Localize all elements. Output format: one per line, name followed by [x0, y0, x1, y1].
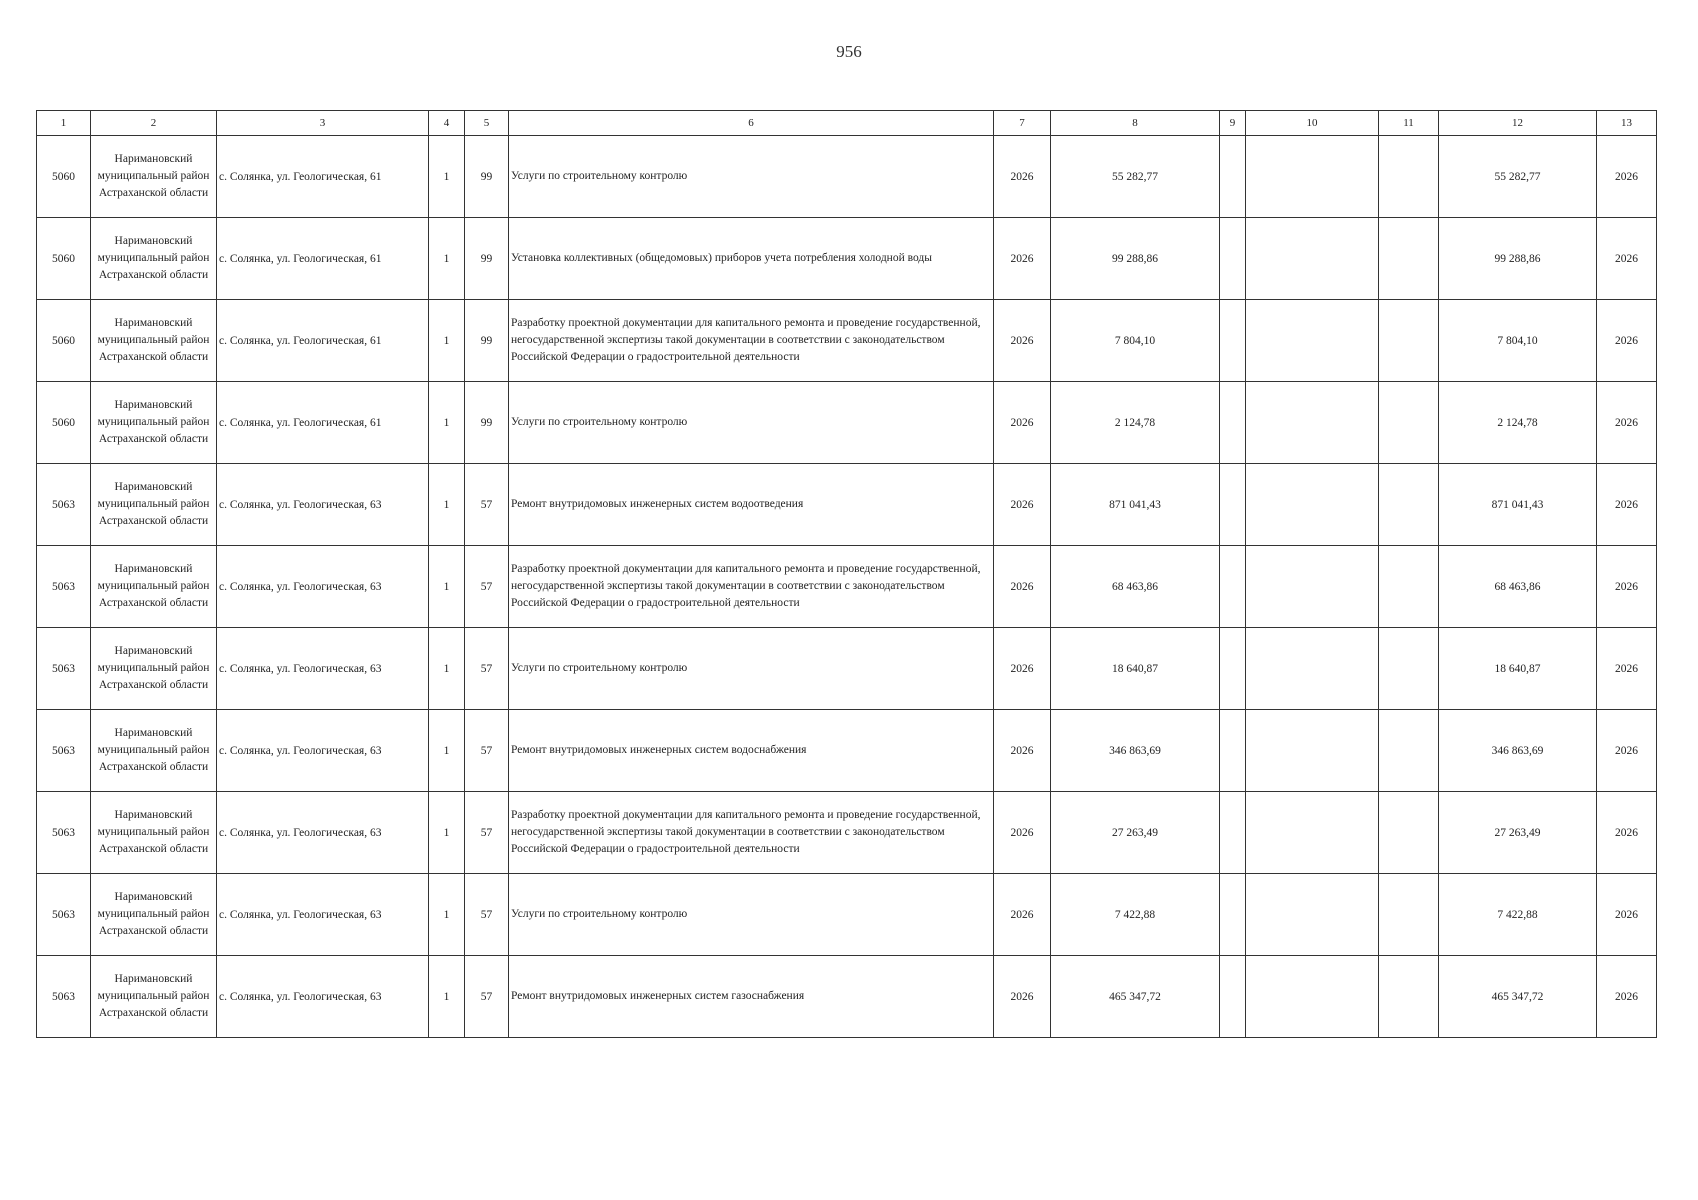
column-header: 12 — [1439, 111, 1597, 136]
cell-col-11 — [1379, 628, 1439, 710]
column-header: 2 — [91, 111, 217, 136]
cell-deadline-year: 2026 — [1597, 956, 1657, 1038]
cell-col-4: 1 — [429, 218, 465, 300]
cell-year: 2026 — [994, 956, 1051, 1038]
header-row — [37, 111, 1657, 136]
cell-col-5: 57 — [465, 956, 509, 1038]
cell-col-4: 1 — [429, 136, 465, 218]
cell-deadline-year: 2026 — [1597, 710, 1657, 792]
cell-year: 2026 — [994, 464, 1051, 546]
cell-object-id: 5063 — [37, 710, 91, 792]
cell-col-10 — [1246, 300, 1379, 382]
cell-object-id: 5060 — [37, 300, 91, 382]
table-row — [37, 136, 1657, 218]
cell-work-type: Ремонт внутридомовых инженерных систем водоснабжения — [509, 710, 994, 792]
cell-deadline-year: 2026 — [1597, 546, 1657, 628]
cell-total-cost: 465 347,72 — [1051, 956, 1220, 1038]
cell-col-10 — [1246, 464, 1379, 546]
cell-total-cost: 99 288,86 — [1051, 218, 1220, 300]
table-row — [37, 382, 1657, 464]
cell-total-cost: 27 263,49 — [1051, 792, 1220, 874]
cell-total-cost: 68 463,86 — [1051, 546, 1220, 628]
cell-cost: 27 263,49 — [1439, 792, 1597, 874]
cell-col-10 — [1246, 628, 1379, 710]
cell-work-type: Ремонт внутридомовых инженерных систем газоснабжения — [509, 956, 994, 1038]
table-body — [37, 136, 1657, 1038]
cell-col-11 — [1379, 546, 1439, 628]
cell-municipality: Наримановский муниципальный район Астраханской области — [91, 218, 217, 300]
cell-col-4: 1 — [429, 382, 465, 464]
cell-cost: 465 347,72 — [1439, 956, 1597, 1038]
cell-col-9 — [1220, 464, 1246, 546]
cell-object-id: 5063 — [37, 874, 91, 956]
cell-work-type: Разработку проектной документации для капитального ремонта и проведение государственной, негосударственной экспертизы такой документации в соответствии с законодательством Российской Федерации о градостроительной деятельности — [509, 792, 994, 874]
cell-col-5: 57 — [465, 874, 509, 956]
cell-col-9 — [1220, 792, 1246, 874]
column-header: 10 — [1246, 111, 1379, 136]
cell-municipality: Наримановский муниципальный район Астраханской области — [91, 628, 217, 710]
cell-col-4: 1 — [429, 710, 465, 792]
cell-cost: 871 041,43 — [1439, 464, 1597, 546]
cell-col-5: 57 — [465, 628, 509, 710]
cell-work-type: Разработку проектной документации для капитального ремонта и проведение государственной, негосударственной экспертизы такой документации в соответствии с законодательством Российской Федерации о градостроительной деятельности — [509, 546, 994, 628]
cell-total-cost: 871 041,43 — [1051, 464, 1220, 546]
table-row — [37, 546, 1657, 628]
cell-deadline-year: 2026 — [1597, 382, 1657, 464]
cell-year: 2026 — [994, 546, 1051, 628]
cell-year: 2026 — [994, 300, 1051, 382]
cell-object-id: 5063 — [37, 956, 91, 1038]
cell-total-cost: 2 124,78 — [1051, 382, 1220, 464]
column-header: 3 — [217, 111, 429, 136]
cell-col-9 — [1220, 956, 1246, 1038]
cell-col-4: 1 — [429, 874, 465, 956]
cell-col-11 — [1379, 300, 1439, 382]
cell-object-id: 5063 — [37, 546, 91, 628]
cell-object-id: 5060 — [37, 218, 91, 300]
cell-col-11 — [1379, 382, 1439, 464]
table-row — [37, 874, 1657, 956]
column-header: 13 — [1597, 111, 1657, 136]
cell-col-10 — [1246, 136, 1379, 218]
cell-work-type: Ремонт внутридомовых инженерных систем водоотведения — [509, 464, 994, 546]
cell-object-id: 5060 — [37, 136, 91, 218]
cell-year: 2026 — [994, 136, 1051, 218]
cell-municipality: Наримановский муниципальный район Астраханской области — [91, 546, 217, 628]
cell-col-9 — [1220, 710, 1246, 792]
cell-total-cost: 18 640,87 — [1051, 628, 1220, 710]
cell-total-cost: 7 422,88 — [1051, 874, 1220, 956]
cell-cost: 346 863,69 — [1439, 710, 1597, 792]
table-row — [37, 710, 1657, 792]
cell-col-4: 1 — [429, 956, 465, 1038]
cell-address: с. Солянка, ул. Геологическая, 61 — [217, 218, 429, 300]
cell-col-9 — [1220, 628, 1246, 710]
cell-col-5: 57 — [465, 546, 509, 628]
cell-col-10 — [1246, 218, 1379, 300]
cell-address: с. Солянка, ул. Геологическая, 61 — [217, 382, 429, 464]
cell-cost: 18 640,87 — [1439, 628, 1597, 710]
cell-col-11 — [1379, 218, 1439, 300]
cell-col-10 — [1246, 956, 1379, 1038]
cell-address: с. Солянка, ул. Геологическая, 63 — [217, 874, 429, 956]
cell-cost: 7 422,88 — [1439, 874, 1597, 956]
cell-year: 2026 — [994, 218, 1051, 300]
column-header: 8 — [1051, 111, 1220, 136]
cell-col-9 — [1220, 218, 1246, 300]
cell-year: 2026 — [994, 628, 1051, 710]
cell-municipality: Наримановский муниципальный район Астраханской области — [91, 136, 217, 218]
cell-col-9 — [1220, 382, 1246, 464]
cell-total-cost: 7 804,10 — [1051, 300, 1220, 382]
cell-deadline-year: 2026 — [1597, 874, 1657, 956]
table-row — [37, 792, 1657, 874]
cell-address: с. Солянка, ул. Геологическая, 63 — [217, 546, 429, 628]
cell-col-5: 99 — [465, 382, 509, 464]
page-number: 956 — [836, 42, 862, 61]
cell-col-11 — [1379, 710, 1439, 792]
cell-col-11 — [1379, 956, 1439, 1038]
cell-col-10 — [1246, 792, 1379, 874]
table-row — [37, 464, 1657, 546]
column-header: 7 — [994, 111, 1051, 136]
cell-work-type: Разработку проектной документации для капитального ремонта и проведение государственной, негосударственной экспертизы такой документации в соответствии с законодательством Российской Федерации о градостроительной деятельности — [509, 300, 994, 382]
cell-object-id: 5063 — [37, 628, 91, 710]
table-row — [37, 956, 1657, 1038]
cell-col-10 — [1246, 874, 1379, 956]
cell-col-9 — [1220, 546, 1246, 628]
cell-municipality: Наримановский муниципальный район Астраханской области — [91, 300, 217, 382]
table-row — [37, 628, 1657, 710]
column-header: 1 — [37, 111, 91, 136]
cell-deadline-year: 2026 — [1597, 136, 1657, 218]
cell-object-id: 5060 — [37, 382, 91, 464]
cell-col-5: 57 — [465, 710, 509, 792]
cell-cost: 7 804,10 — [1439, 300, 1597, 382]
cell-cost: 99 288,86 — [1439, 218, 1597, 300]
cell-cost: 2 124,78 — [1439, 382, 1597, 464]
cell-col-11 — [1379, 874, 1439, 956]
cell-total-cost: 346 863,69 — [1051, 710, 1220, 792]
cell-col-11 — [1379, 792, 1439, 874]
cell-col-9 — [1220, 136, 1246, 218]
cell-cost: 68 463,86 — [1439, 546, 1597, 628]
cell-col-10 — [1246, 710, 1379, 792]
cell-year: 2026 — [994, 874, 1051, 956]
cell-cost: 55 282,77 — [1439, 136, 1597, 218]
column-header: 9 — [1220, 111, 1246, 136]
cell-col-11 — [1379, 136, 1439, 218]
cell-year: 2026 — [994, 792, 1051, 874]
cell-col-5: 57 — [465, 464, 509, 546]
cell-deadline-year: 2026 — [1597, 218, 1657, 300]
cell-col-4: 1 — [429, 628, 465, 710]
cell-col-10 — [1246, 546, 1379, 628]
column-header: 5 — [465, 111, 509, 136]
cell-address: с. Солянка, ул. Геологическая, 61 — [217, 136, 429, 218]
cell-col-9 — [1220, 874, 1246, 956]
cell-col-5: 99 — [465, 300, 509, 382]
cell-deadline-year: 2026 — [1597, 792, 1657, 874]
cell-col-4: 1 — [429, 300, 465, 382]
column-header: 6 — [509, 111, 994, 136]
cell-col-10 — [1246, 382, 1379, 464]
cell-address: с. Солянка, ул. Геологическая, 63 — [217, 464, 429, 546]
cell-municipality: Наримановский муниципальный район Астраханской области — [91, 464, 217, 546]
cell-col-5: 57 — [465, 792, 509, 874]
cell-total-cost: 55 282,77 — [1051, 136, 1220, 218]
cell-work-type: Услуги по строительному контролю — [509, 628, 994, 710]
cell-object-id: 5063 — [37, 464, 91, 546]
column-header: 11 — [1379, 111, 1439, 136]
cell-col-11 — [1379, 464, 1439, 546]
cell-work-type: Услуги по строительному контролю — [509, 382, 994, 464]
cell-deadline-year: 2026 — [1597, 464, 1657, 546]
cell-year: 2026 — [994, 710, 1051, 792]
cell-municipality: Наримановский муниципальный район Астраханской области — [91, 956, 217, 1038]
cell-col-5: 99 — [465, 136, 509, 218]
cell-deadline-year: 2026 — [1597, 628, 1657, 710]
cell-municipality: Наримановский муниципальный район Астраханской области — [91, 710, 217, 792]
cell-col-5: 99 — [465, 218, 509, 300]
cell-work-type: Установка коллективных (общедомовых) приборов учета потребления холодной воды — [509, 218, 994, 300]
cell-municipality: Наримановский муниципальный район Астраханской области — [91, 792, 217, 874]
cell-address: с. Солянка, ул. Геологическая, 61 — [217, 300, 429, 382]
column-header: 4 — [429, 111, 465, 136]
cell-deadline-year: 2026 — [1597, 300, 1657, 382]
cell-address: с. Солянка, ул. Геологическая, 63 — [217, 956, 429, 1038]
cell-year: 2026 — [994, 382, 1051, 464]
cell-col-9 — [1220, 300, 1246, 382]
table-row — [37, 300, 1657, 382]
table-row — [37, 218, 1657, 300]
cell-municipality: Наримановский муниципальный район Астраханской области — [91, 874, 217, 956]
cell-municipality: Наримановский муниципальный район Астраханской области — [91, 382, 217, 464]
cell-address: с. Солянка, ул. Геологическая, 63 — [217, 792, 429, 874]
cell-work-type: Услуги по строительному контролю — [509, 136, 994, 218]
cell-col-4: 1 — [429, 546, 465, 628]
cell-col-4: 1 — [429, 464, 465, 546]
cell-col-4: 1 — [429, 792, 465, 874]
cell-address: с. Солянка, ул. Геологическая, 63 — [217, 628, 429, 710]
cell-object-id: 5063 — [37, 792, 91, 874]
cell-address: с. Солянка, ул. Геологическая, 63 — [217, 710, 429, 792]
capital-repair-table — [36, 110, 1657, 1038]
cell-work-type: Услуги по строительному контролю — [509, 874, 994, 956]
